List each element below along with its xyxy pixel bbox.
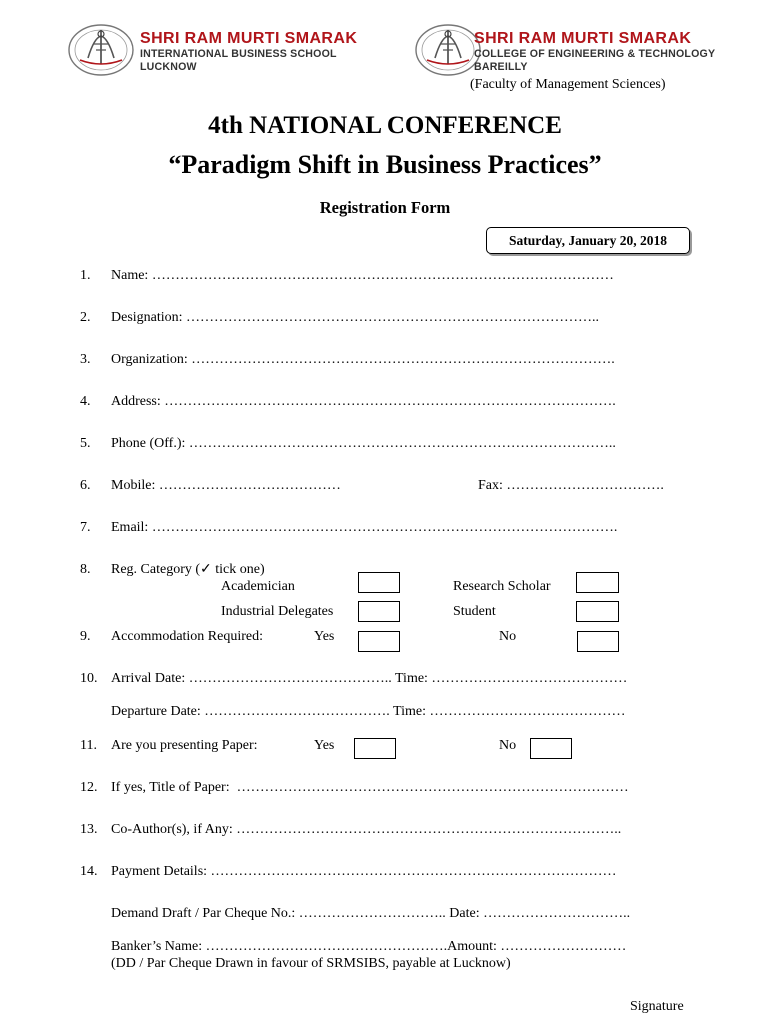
- organization-field[interactable]: Organization: ……………………………………………………………………………….: [111, 352, 615, 367]
- reg-category-label: Reg. Category (✓ tick one): [111, 562, 265, 577]
- field-number: 1.: [80, 268, 91, 283]
- institute-emblem-icon: [66, 20, 136, 78]
- email-field[interactable]: Email: ……………………………………………………………………………………….: [111, 520, 618, 535]
- paper-title-field[interactable]: If yes, Title of Paper: …………………………………………………………………………: [111, 780, 629, 795]
- college-emblem-icon: [413, 20, 483, 78]
- right-logo-line2: BAREILLY: [474, 61, 528, 73]
- presenting-no-checkbox[interactable]: [530, 738, 572, 759]
- accommodation-no-label: No: [499, 629, 517, 644]
- presenting-yes-checkbox[interactable]: [354, 738, 396, 759]
- field-number: 14.: [80, 864, 98, 879]
- fax-field[interactable]: Fax: …………………………….: [478, 478, 664, 493]
- field-number: 13.: [80, 822, 98, 837]
- field-number: 10.: [80, 671, 98, 686]
- payment-note: (DD / Par Cheque Drawn in favour of SRMSIBS, payable at Lucknow): [111, 956, 511, 971]
- left-logo-title: SHRI RAM MURTI SMARAK: [140, 30, 358, 47]
- payment-details-field[interactable]: Payment Details: ……………………………………………………………………………: [111, 864, 617, 879]
- field-number: 4.: [80, 394, 91, 409]
- demand-draft-field[interactable]: Demand Draft / Par Cheque No.: ………………………….. Date: …………………………..: [111, 906, 631, 921]
- presenting-yes-label: Yes: [314, 738, 335, 753]
- field-number: 8.: [80, 562, 91, 577]
- research-scholar-label: Research Scholar: [453, 579, 551, 594]
- phone-field[interactable]: Phone (Off.): ………………………………………………………………………………..: [111, 436, 616, 451]
- right-logo-title: SHRI RAM MURTI SMARAK: [474, 30, 692, 47]
- field-number: 7.: [80, 520, 91, 535]
- banker-name-field[interactable]: Banker’s Name: …………………………………………….Amount: ………………………: [111, 939, 627, 954]
- industrial-delegates-label: Industrial Delegates: [221, 604, 334, 619]
- form-title: Registration Form: [319, 198, 451, 217]
- designation-field[interactable]: Designation: ……………………………………………………………………………..: [111, 310, 600, 325]
- field-number: 9.: [80, 629, 91, 644]
- academician-checkbox[interactable]: [358, 572, 400, 593]
- academician-label: Academician: [221, 579, 295, 594]
- faculty-label: (Faculty of Management Sciences): [470, 77, 666, 92]
- left-logo-line2: LUCKNOW: [140, 61, 197, 73]
- accommodation-yes-checkbox[interactable]: [358, 631, 400, 652]
- field-number: 3.: [80, 352, 91, 367]
- field-number: 12.: [80, 780, 98, 795]
- conference-theme: “Paradigm Shift in Business Practices”: [168, 150, 602, 179]
- departure-field[interactable]: Departure Date: …………………………………. Time: ……………………………………: [111, 704, 626, 719]
- accommodation-label: Accommodation Required:: [111, 629, 264, 644]
- industrial-delegates-checkbox[interactable]: [358, 601, 400, 622]
- date-box: [486, 227, 690, 254]
- presenting-paper-label: Are you presenting Paper:: [111, 738, 258, 753]
- field-number: 11.: [80, 738, 97, 753]
- mobile-field[interactable]: Mobile: …………………………………: [111, 478, 341, 493]
- arrival-field[interactable]: Arrival Date: …………………………………….. Time: ……………………………………: [111, 671, 628, 686]
- field-number: 5.: [80, 436, 91, 451]
- conference-title: 4th NATIONAL CONFERENCE: [208, 112, 562, 139]
- conference-date: Saturday, January 20, 2018: [509, 233, 667, 248]
- accommodation-yes-label: Yes: [314, 629, 335, 644]
- field-number: 2.: [80, 310, 91, 325]
- co-authors-field[interactable]: Co-Author(s), if Any: ………………………………………………………………………..: [111, 822, 622, 837]
- right-logo-line1: COLLEGE OF ENGINEERING & TECHNOLOGY: [474, 48, 716, 60]
- student-checkbox[interactable]: [576, 601, 619, 622]
- research-scholar-checkbox[interactable]: [576, 572, 619, 593]
- address-field[interactable]: Address: …………………………………………………………………………………….: [111, 394, 616, 409]
- student-label: Student: [453, 604, 496, 619]
- name-field[interactable]: Name: ………………………………………………………………………………………: [111, 268, 614, 283]
- signature-label: Signature: [630, 999, 684, 1014]
- left-logo-line1: INTERNATIONAL BUSINESS SCHOOL: [140, 48, 337, 60]
- accommodation-no-checkbox[interactable]: [577, 631, 619, 652]
- field-number: 6.: [80, 478, 91, 493]
- presenting-no-label: No: [499, 738, 517, 753]
